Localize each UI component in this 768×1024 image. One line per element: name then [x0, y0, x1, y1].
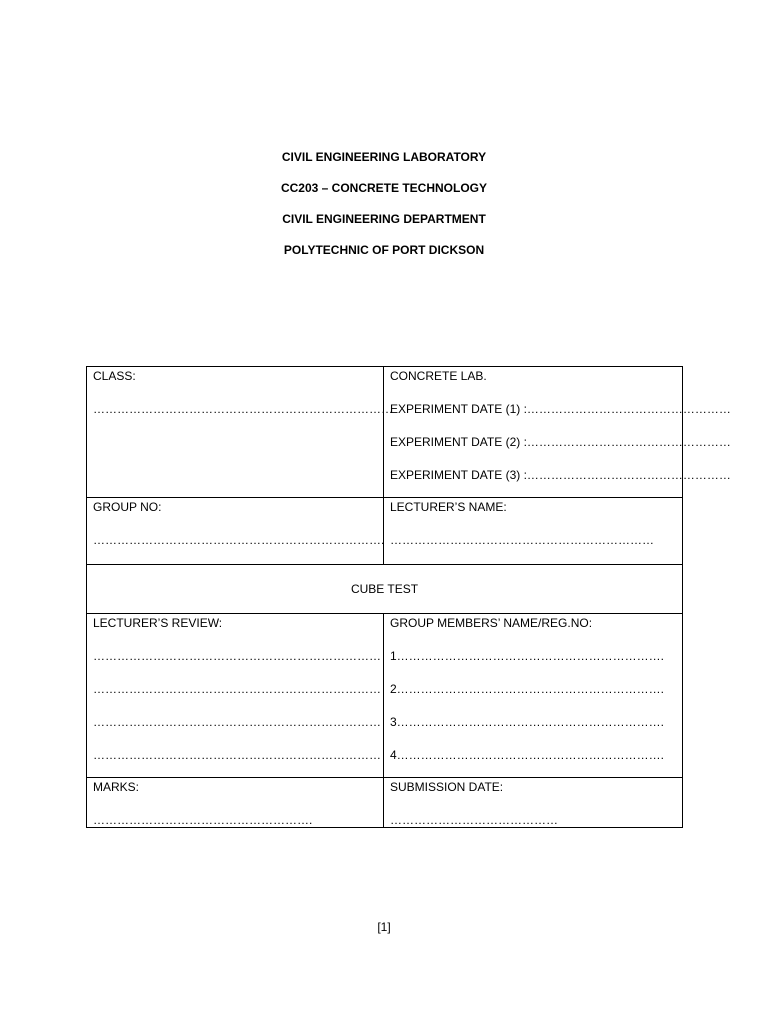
submission-date-label: SUBMISSION DATE:: [390, 780, 504, 794]
group-members-label: GROUP MEMBERS’ NAME/REG.NO:: [390, 616, 593, 630]
group-cell: [87, 498, 384, 565]
section-title: CUBE TEST: [350, 582, 419, 596]
experiment-date-1-field[interactable]: EXPERIMENT DATE (1) :……………………………………………: [390, 402, 731, 416]
submission-date-field[interactable]: ……………………………………: [390, 813, 558, 827]
class-label: CLASS:: [93, 369, 136, 383]
header-line-institution: POLYTECHNIC OF PORT DICKSON: [283, 243, 485, 257]
member-2-field[interactable]: 2………………………………………………………….: [390, 682, 665, 696]
experiment-date-3-field[interactable]: EXPERIMENT DATE (3) :……………………………………………: [390, 468, 731, 482]
lecturer-name-label: LECTURER’S NAME:: [390, 500, 507, 514]
submission-cell: [384, 778, 683, 828]
class-cell: [87, 367, 393, 498]
review-line-2[interactable]: ………………………………………………………………: [93, 682, 381, 696]
lecturer-review-label: LECTURER’S REVIEW:: [93, 616, 223, 630]
lecturer-cell: [384, 498, 683, 565]
group-no-field[interactable]: ……………………………………………………………….: [93, 533, 385, 547]
group-no-label: GROUP NO:: [93, 500, 162, 514]
member-4-field[interactable]: 4………………………………………………………….: [390, 748, 665, 762]
experiment-date-2-field[interactable]: EXPERIMENT DATE (2) :……………………………………………: [390, 435, 731, 449]
marks-cell: [87, 778, 384, 828]
review-line-4[interactable]: ………………………………………………………………: [93, 748, 381, 762]
members-cell: [384, 614, 683, 778]
concrete-lab-label: CONCRETE LAB.: [390, 369, 487, 383]
review-line-3[interactable]: ………………………………………………………………: [93, 715, 381, 729]
lab-cell: [384, 367, 731, 498]
marks-label: MARKS:: [93, 780, 140, 794]
marks-field[interactable]: ……………………………………………….: [93, 813, 313, 827]
header-line-laboratory: CIVIL ENGINEERING LABORATORY: [281, 150, 487, 164]
class-field[interactable]: …………………………………………………………………: [93, 402, 393, 416]
header-line-department: CIVIL ENGINEERING DEPARTMENT: [282, 212, 486, 226]
page-number: [1]: [377, 920, 391, 934]
review-cell: [87, 614, 384, 778]
review-line-1[interactable]: ………………………………………………………………: [93, 649, 381, 663]
header-line-course: CC203 – CONCRETE TECHNOLOGY: [280, 181, 488, 195]
member-3-field[interactable]: 3………………………………………………………….: [390, 715, 665, 729]
lab-report-cover-form: [86, 366, 731, 828]
section-title-cell: [87, 565, 683, 614]
lecturer-name-field[interactable]: …………………………………………………………: [390, 533, 654, 547]
member-1-field[interactable]: 1………………………………………………………….: [390, 649, 665, 663]
